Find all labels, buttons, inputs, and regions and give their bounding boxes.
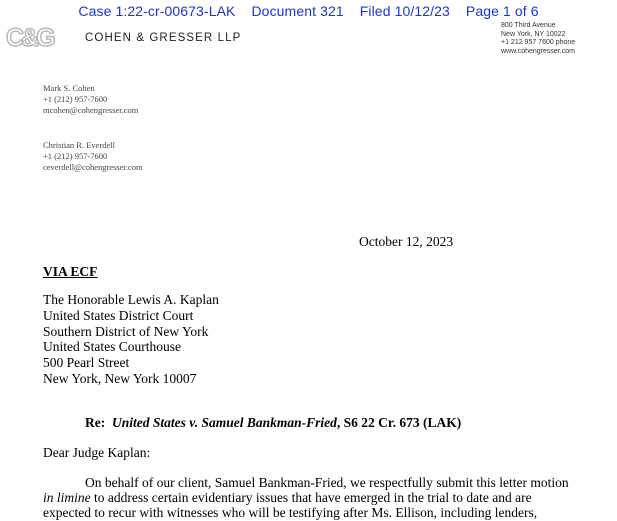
contact-phone: +1 (212) 957-7600 — [43, 94, 108, 104]
address-line: 800 Third Avenue — [501, 22, 556, 29]
logo-text: C&G — [6, 24, 53, 52]
addressee-line: 500 Pearl Street — [43, 355, 130, 371]
website-line: www.cohengresser.com — [501, 47, 575, 55]
addressee-line: Southern District of New York — [43, 323, 209, 339]
ecf-filing-header — [0, 3, 617, 19]
delivery-method: VIA ECF — [43, 264, 98, 279]
page-indicator: Page 1 of 6 — [465, 3, 539, 19]
firm-address-block — [501, 22, 575, 56]
phone-line: +1 212 957 7600 phone — [501, 39, 576, 46]
latin-term: in limine — [43, 490, 91, 505]
body-text-line: expected to recur with witnesses who will be testifying after Ms. Ellison, including lenders, — [43, 505, 538, 520]
firm-name: COHEN & GRESSER LLP — [85, 32, 242, 44]
addressee-line: United States Courthouse — [43, 339, 181, 355]
body-text-line: On behalf of our client, Samuel Bankman-Fried, we respectfully submit this letter motion — [85, 475, 569, 490]
body-text-fragment: to address certain evidentiary issues that have emerged in the trial to date and are — [90, 490, 532, 505]
contact-block — [43, 83, 138, 116]
re-label: Re: — [85, 415, 106, 430]
re-case-number: , S6 22 Cr. 673 (LAK) — [336, 415, 462, 430]
addressee-block — [43, 292, 219, 387]
contact-block — [43, 140, 143, 173]
filed-date: Filed 10/12/23 — [359, 3, 450, 19]
address-line: New York, NY 10022 — [501, 30, 566, 38]
addressee-line: The Honorable Lewis A. Kaplan — [43, 292, 219, 307]
addressee-line: United States District Court — [43, 307, 194, 323]
contact-name: Mark S. Cohen — [43, 83, 95, 93]
contact-name: Christian R. Everdell — [43, 140, 116, 150]
re-line — [85, 415, 461, 431]
document-number: Document 321 — [251, 3, 344, 19]
body-text-line — [43, 490, 532, 506]
contact-phone: +1 (212) 957-7600 — [43, 151, 108, 161]
salutation: Dear Judge Kaplan: — [43, 445, 151, 460]
contact-email: mcohen@cohengresser.com — [43, 105, 139, 115]
contact-email: ceverdell@cohengresser.com — [43, 162, 143, 172]
addressee-line: New York, New York 10007 — [43, 370, 197, 386]
firm-logo-icon — [6, 22, 56, 52]
letter-date: October 12, 2023 — [359, 234, 454, 249]
re-case-name: United States v. Samuel Bankman-Fried — [112, 415, 337, 430]
case-number: Case 1:22-cr-00673-LAK — [78, 3, 236, 19]
